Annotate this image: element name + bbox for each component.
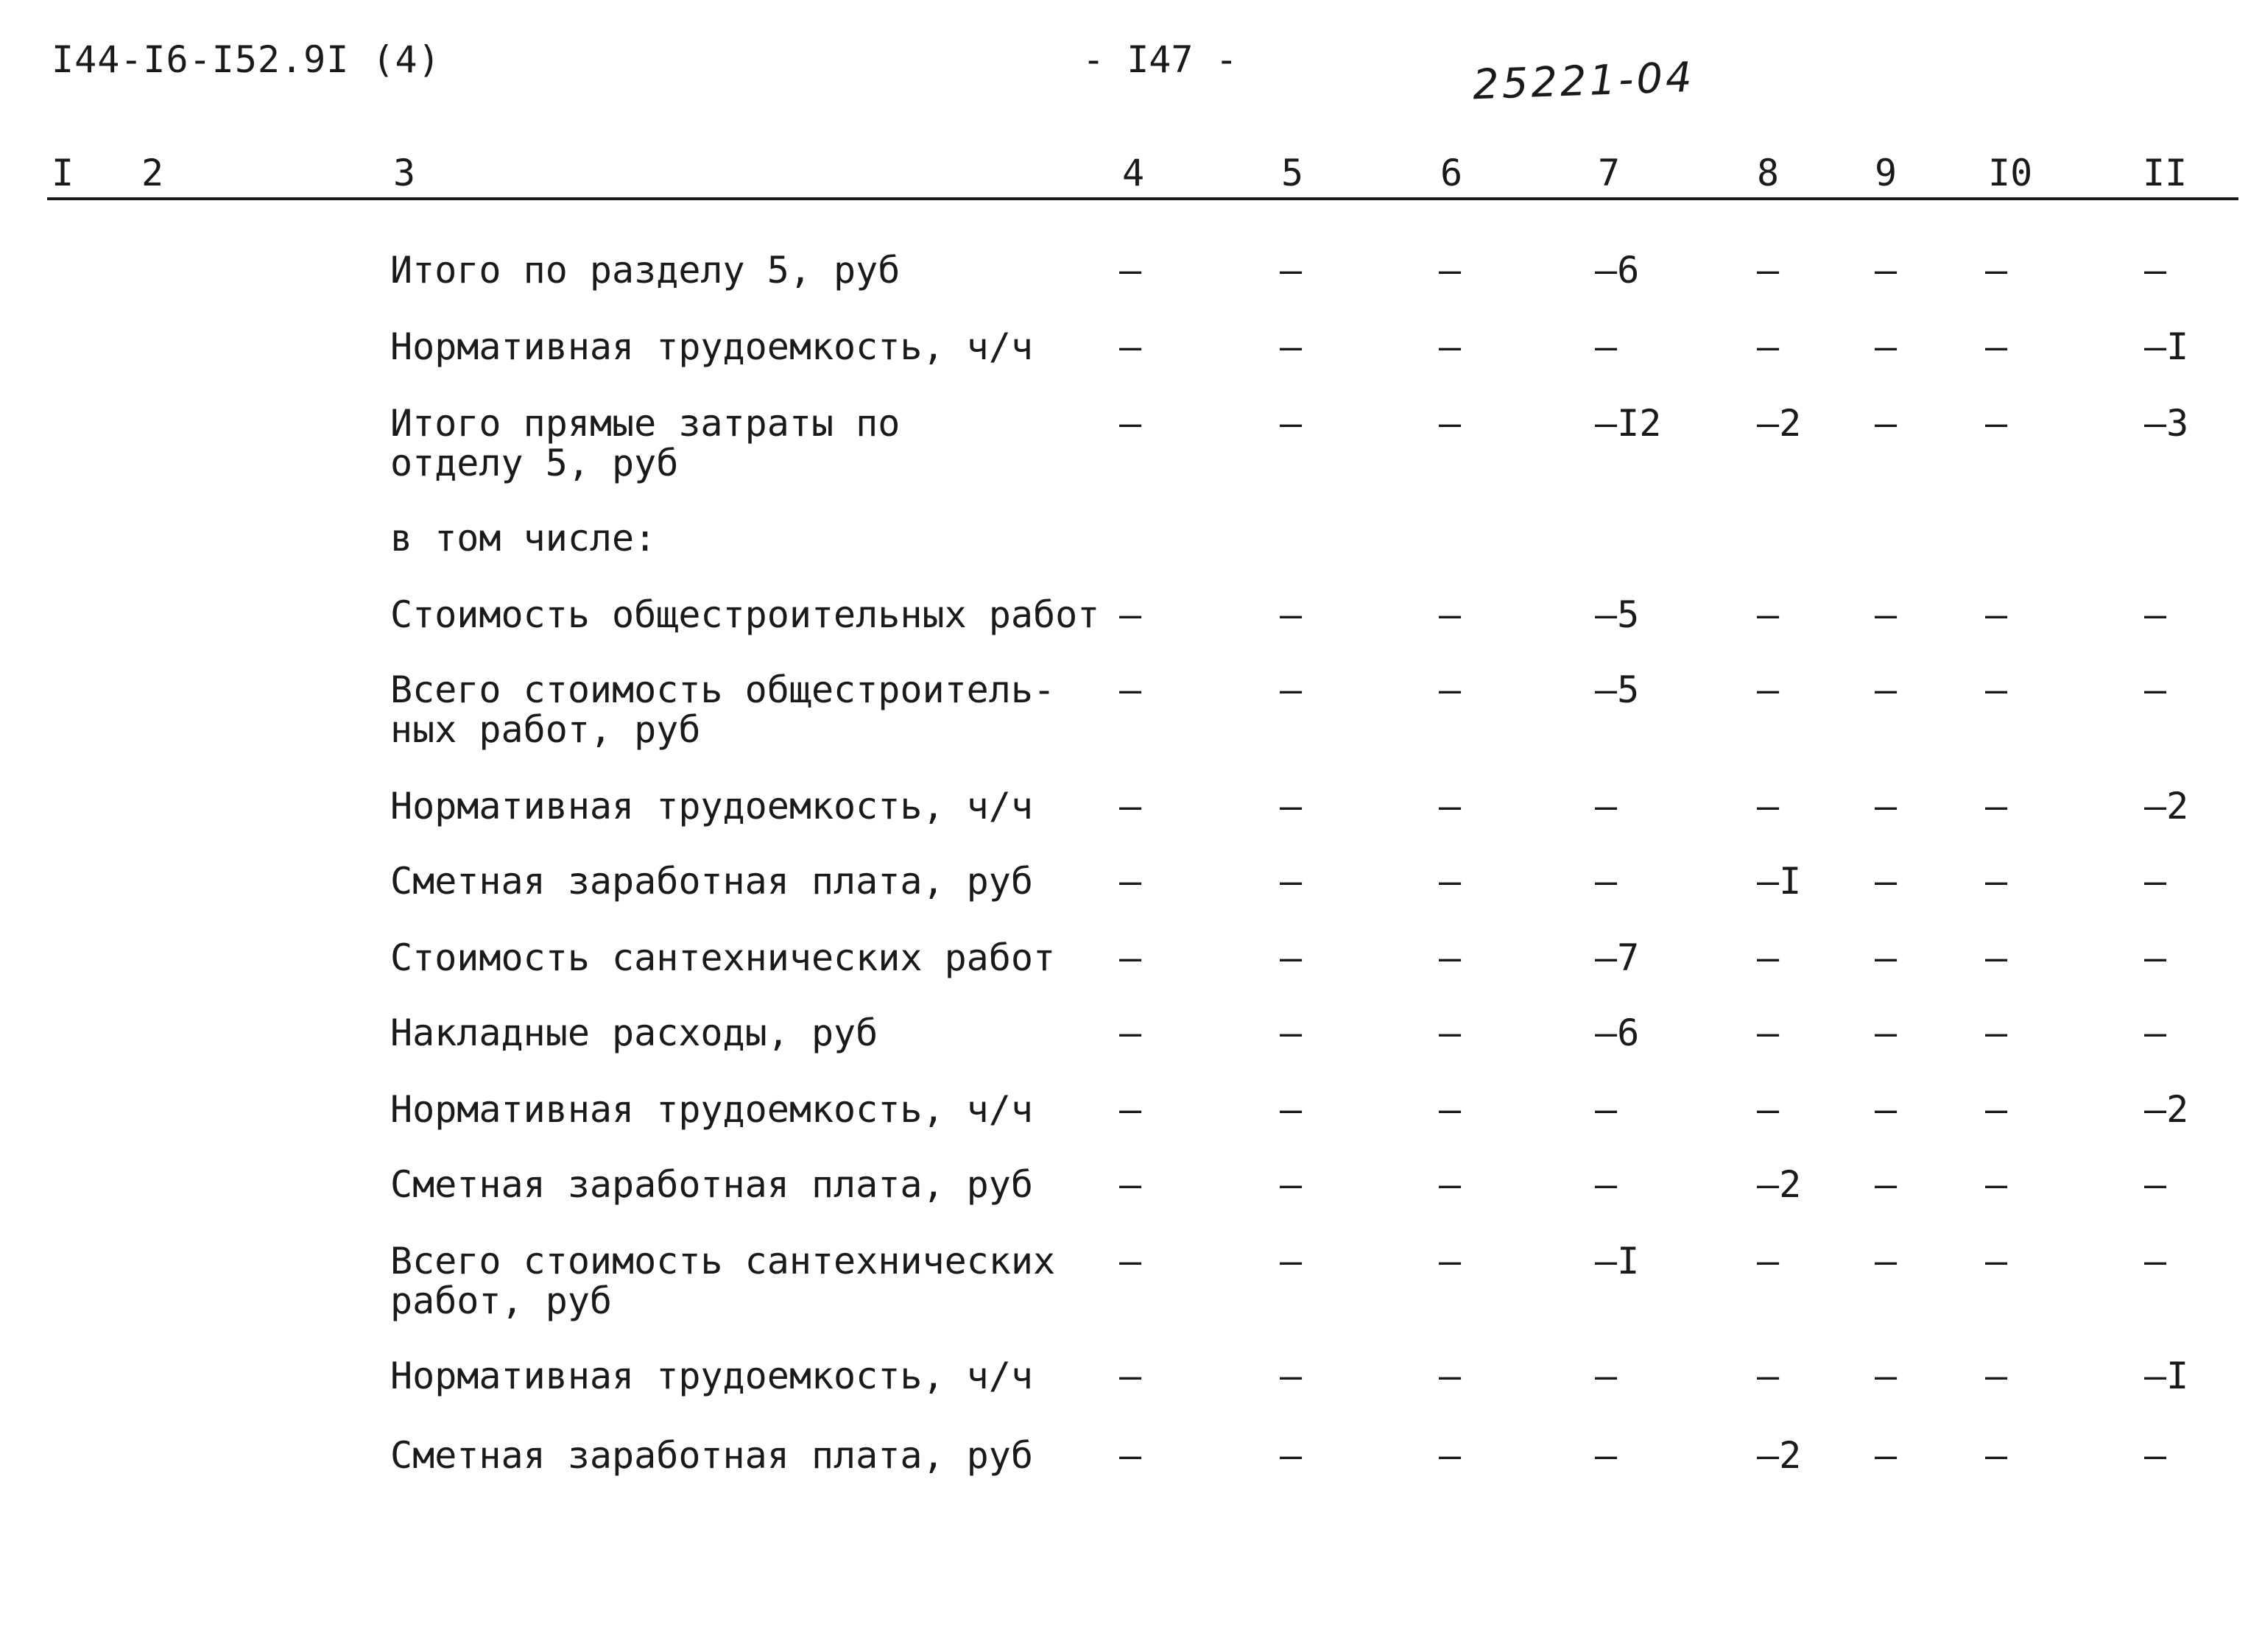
row-label: Нормативная трудоемкость, ч/ч <box>390 325 1033 368</box>
table-cell-col-8: –2 <box>1757 402 1802 445</box>
table-cell-col-11: – <box>2144 1434 2167 1477</box>
column-header-1: I <box>52 152 74 194</box>
table-cell-col-8: – <box>1757 936 1780 979</box>
table-cell-col-7: –I <box>1595 1240 1640 1282</box>
row-label: Всего стоимость сантехнических работ, руб <box>390 1240 1056 1322</box>
table-cell-col-10: – <box>1985 402 2008 445</box>
table-cell-col-7: – <box>1595 1355 1618 1397</box>
table-cell-col-9: – <box>1875 1355 1898 1397</box>
table-cell-col-4: – <box>1119 1434 1142 1477</box>
table-cell-col-4: – <box>1119 1088 1142 1131</box>
table-cell-col-10: – <box>1985 936 2008 979</box>
table-cell-col-7: –6 <box>1595 249 1640 292</box>
column-header-3: 3 <box>393 152 416 194</box>
table-cell-col-5: – <box>1280 1163 1303 1206</box>
column-header-9: 9 <box>1875 152 1898 194</box>
row-label: Всего стоимость общестроитель- ных работ, руб <box>390 668 1056 751</box>
table-cell-col-10: – <box>1985 785 2008 827</box>
table-cell-col-10: – <box>1985 1012 2008 1054</box>
table-cell-col-9: – <box>1875 1012 1898 1054</box>
table-cell-col-4: – <box>1119 860 1142 903</box>
handwritten-stamp-number: 25221-04 <box>1471 53 1696 110</box>
document-code: I44-I6-I52.9I (4) <box>52 38 441 81</box>
table-cell-col-10: – <box>1985 325 2008 368</box>
table-cell-col-5: – <box>1280 1088 1303 1131</box>
table-cell-col-4: – <box>1119 936 1142 979</box>
table-cell-col-7: –7 <box>1595 936 1640 979</box>
table-cell-col-9: – <box>1875 668 1898 711</box>
table-cell-col-9: – <box>1875 1434 1898 1477</box>
table-cell-col-11: – <box>2144 1163 2167 1206</box>
header-rule <box>47 197 2238 200</box>
table-cell-col-9: – <box>1875 1240 1898 1282</box>
column-header-7: 7 <box>1598 152 1621 194</box>
table-cell-col-11: – <box>2144 936 2167 979</box>
row-label: Сметная заработная плата, руб <box>390 1163 1033 1206</box>
row-label: в том числе: <box>390 517 657 560</box>
table-cell-col-10: – <box>1985 668 2008 711</box>
row-label: Нормативная трудоемкость, ч/ч <box>390 785 1033 827</box>
table-cell-col-4: – <box>1119 1240 1142 1282</box>
table-cell-col-11: –I <box>2144 1355 2189 1397</box>
table-cell-col-9: – <box>1875 785 1898 827</box>
table-cell-col-5: – <box>1280 1434 1303 1477</box>
table-cell-col-4: – <box>1119 1012 1142 1054</box>
row-label: Стоимость сантехнических работ <box>390 936 1056 979</box>
table-cell-col-9: – <box>1875 325 1898 368</box>
table-cell-col-8: –2 <box>1757 1434 1802 1477</box>
table-cell-col-5: – <box>1280 785 1303 827</box>
table-cell-col-10: – <box>1985 1240 2008 1282</box>
table-cell-col-11: –2 <box>2144 1088 2189 1131</box>
table-cell-col-7: –5 <box>1595 668 1640 711</box>
row-label: Итого прямые затраты по отделу 5, руб <box>390 402 901 484</box>
table-cell-col-8: – <box>1757 593 1780 636</box>
table-cell-col-10: – <box>1985 1088 2008 1131</box>
column-header-10: I0 <box>1988 152 2033 194</box>
table-cell-col-9: – <box>1875 593 1898 636</box>
table-cell-col-8: – <box>1757 1355 1780 1397</box>
table-cell-col-4: – <box>1119 249 1142 292</box>
table-cell-col-8: – <box>1757 1240 1780 1282</box>
table-cell-col-10: – <box>1985 1434 2008 1477</box>
column-header-11: II <box>2143 152 2188 194</box>
table-cell-col-8: – <box>1757 325 1780 368</box>
row-label: Итого по разделу 5, руб <box>390 249 901 292</box>
table-cell-col-6: – <box>1439 402 1462 445</box>
table-cell-col-5: – <box>1280 249 1303 292</box>
table-cell-col-10: – <box>1985 1163 2008 1206</box>
column-header-8: 8 <box>1757 152 1780 194</box>
table-cell-col-6: – <box>1439 860 1462 903</box>
table-cell-col-4: – <box>1119 402 1142 445</box>
table-cell-col-6: – <box>1439 785 1462 827</box>
table-cell-col-10: – <box>1985 593 2008 636</box>
table-cell-col-5: – <box>1280 860 1303 903</box>
row-label: Сметная заработная плата, руб <box>390 860 1033 903</box>
table-cell-col-8: – <box>1757 1088 1780 1131</box>
page-number: - I47 - <box>1082 38 1238 81</box>
table-cell-col-6: – <box>1439 1088 1462 1131</box>
table-cell-col-6: – <box>1439 668 1462 711</box>
table-cell-col-6: – <box>1439 1355 1462 1397</box>
table-cell-col-5: – <box>1280 325 1303 368</box>
table-cell-col-8: – <box>1757 249 1780 292</box>
column-header-2: 2 <box>141 152 164 194</box>
row-label: Нормативная трудоемкость, ч/ч <box>390 1355 1033 1397</box>
table-cell-col-8: – <box>1757 668 1780 711</box>
row-label: Накладные расходы, руб <box>390 1012 878 1054</box>
row-label: Сметная заработная плата, руб <box>390 1434 1033 1477</box>
column-header-6: 6 <box>1440 152 1463 194</box>
table-cell-col-5: – <box>1280 936 1303 979</box>
column-header-5: 5 <box>1281 152 1304 194</box>
table-cell-col-6: – <box>1439 936 1462 979</box>
table-cell-col-5: – <box>1280 1012 1303 1054</box>
table-cell-col-10: – <box>1985 1355 2008 1397</box>
table-cell-col-11: – <box>2144 1012 2167 1054</box>
table-cell-col-11: – <box>2144 249 2167 292</box>
table-cell-col-9: – <box>1875 936 1898 979</box>
table-cell-col-8: – <box>1757 1012 1780 1054</box>
table-cell-col-6: – <box>1439 1240 1462 1282</box>
table-cell-col-10: – <box>1985 860 2008 903</box>
table-cell-col-11: –I <box>2144 325 2189 368</box>
table-cell-col-7: –6 <box>1595 1012 1640 1054</box>
table-cell-col-6: – <box>1439 593 1462 636</box>
table-cell-col-4: – <box>1119 668 1142 711</box>
table-cell-col-5: – <box>1280 668 1303 711</box>
table-cell-col-7: –5 <box>1595 593 1640 636</box>
table-cell-col-5: – <box>1280 593 1303 636</box>
row-label: Нормативная трудоемкость, ч/ч <box>390 1088 1033 1131</box>
column-header-4: 4 <box>1122 152 1145 194</box>
table-cell-col-11: –2 <box>2144 785 2189 827</box>
table-cell-col-9: – <box>1875 1163 1898 1206</box>
table-cell-col-7: – <box>1595 1163 1618 1206</box>
table-cell-col-6: – <box>1439 249 1462 292</box>
table-cell-col-6: – <box>1439 1434 1462 1477</box>
table-cell-col-7: – <box>1595 785 1618 827</box>
table-cell-col-6: – <box>1439 325 1462 368</box>
table-cell-col-10: – <box>1985 249 2008 292</box>
table-cell-col-11: – <box>2144 860 2167 903</box>
table-cell-col-6: – <box>1439 1163 1462 1206</box>
table-cell-col-7: – <box>1595 1434 1618 1477</box>
table-cell-col-9: – <box>1875 1088 1898 1131</box>
table-cell-col-7: – <box>1595 1088 1618 1131</box>
table-cell-col-4: – <box>1119 1355 1142 1397</box>
table-cell-col-11: – <box>2144 1240 2167 1282</box>
table-cell-col-9: – <box>1875 860 1898 903</box>
table-cell-col-9: – <box>1875 402 1898 445</box>
table-cell-col-8: –2 <box>1757 1163 1802 1206</box>
table-cell-col-4: – <box>1119 1163 1142 1206</box>
table-cell-col-7: – <box>1595 325 1618 368</box>
table-cell-col-11: –3 <box>2144 402 2189 445</box>
table-cell-col-4: – <box>1119 325 1142 368</box>
table-cell-col-7: – <box>1595 860 1618 903</box>
table-cell-col-8: –I <box>1757 860 1802 903</box>
table-cell-col-11: – <box>2144 668 2167 711</box>
table-cell-col-4: – <box>1119 593 1142 636</box>
table-cell-col-6: – <box>1439 1012 1462 1054</box>
table-cell-col-9: – <box>1875 249 1898 292</box>
table-cell-col-4: – <box>1119 785 1142 827</box>
table-cell-col-5: – <box>1280 1355 1303 1397</box>
table-cell-col-11: – <box>2144 593 2167 636</box>
table-cell-col-8: – <box>1757 785 1780 827</box>
table-cell-col-5: – <box>1280 1240 1303 1282</box>
row-label: Стоимость общестроительных работ <box>390 593 1100 636</box>
table-cell-col-7: –I2 <box>1595 402 1662 445</box>
table-cell-col-5: – <box>1280 402 1303 445</box>
